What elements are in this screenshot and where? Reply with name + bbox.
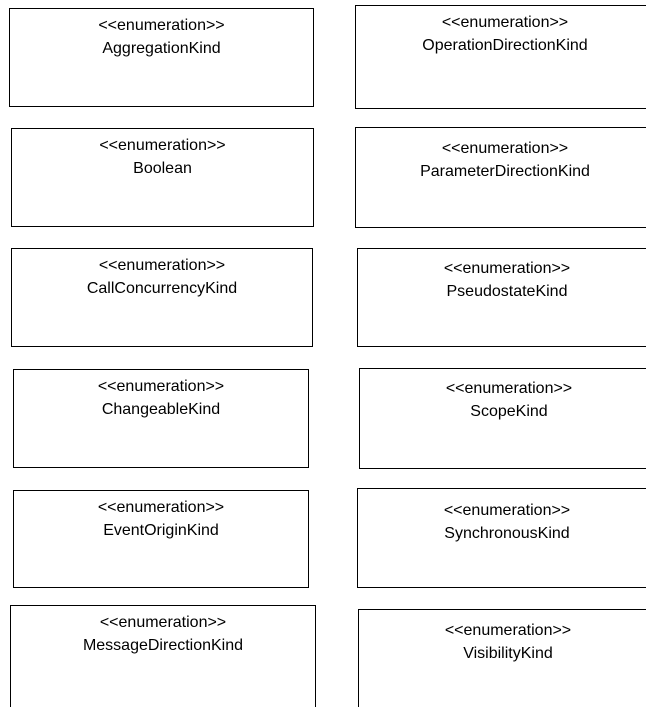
enum-stereotype: <<enumeration>>: [99, 137, 226, 154]
enum-box-operation-direction-kind[interactable]: [355, 5, 646, 109]
enum-name: ParameterDirectionKind: [420, 163, 590, 180]
enum-stereotype: <<enumeration>>: [98, 257, 226, 274]
enum-box-call-concurrency-kind[interactable]: [11, 248, 313, 347]
enum-name: AggregationKind: [102, 40, 221, 57]
enum-name: OperationDirectionKind: [422, 37, 588, 54]
enum-stereotype: <<enumeration>>: [97, 499, 225, 516]
enum-name: CallConcurrencyKind: [86, 280, 238, 297]
enum-box-scope-kind[interactable]: [359, 368, 646, 469]
enum-box-visibility-kind[interactable]: [358, 609, 646, 707]
enum-stereotype: <<enumeration>>: [443, 502, 571, 519]
enum-name: PseudostateKind: [446, 283, 568, 300]
enum-stereotype: <<enumeration>>: [443, 260, 571, 277]
enum-box-pseudostate-kind[interactable]: [357, 248, 646, 347]
enum-box-parameter-direction-kind[interactable]: [355, 127, 646, 228]
enum-stereotype: <<enumeration>>: [445, 380, 573, 397]
enum-box-synchronous-kind[interactable]: [357, 488, 646, 588]
enum-name: VisibilityKind: [463, 645, 553, 662]
enum-stereotype: <<enumeration>>: [441, 14, 569, 31]
enum-stereotype: <<enumeration>>: [97, 378, 225, 395]
enum-stereotype: <<enumeration>>: [441, 140, 569, 157]
enum-box-boolean[interactable]: [11, 128, 314, 227]
enum-stereotype: <<enumeration>>: [98, 17, 225, 34]
enum-box-changeable-kind[interactable]: [13, 369, 309, 468]
enum-stereotype: <<enumeration>>: [99, 614, 227, 631]
enum-stereotype: <<enumeration>>: [444, 622, 572, 639]
enum-box-aggregation-kind[interactable]: [9, 8, 314, 107]
enum-name: SynchronousKind: [444, 525, 570, 542]
enum-name: Boolean: [133, 160, 192, 177]
enum-name: ScopeKind: [470, 403, 548, 420]
enum-name: EventOriginKind: [103, 522, 219, 539]
enum-box-message-direction-kind[interactable]: [10, 605, 316, 707]
enum-name: ChangeableKind: [101, 401, 221, 418]
enum-box-event-origin-kind[interactable]: [13, 490, 309, 588]
enum-name: MessageDirectionKind: [82, 637, 244, 654]
